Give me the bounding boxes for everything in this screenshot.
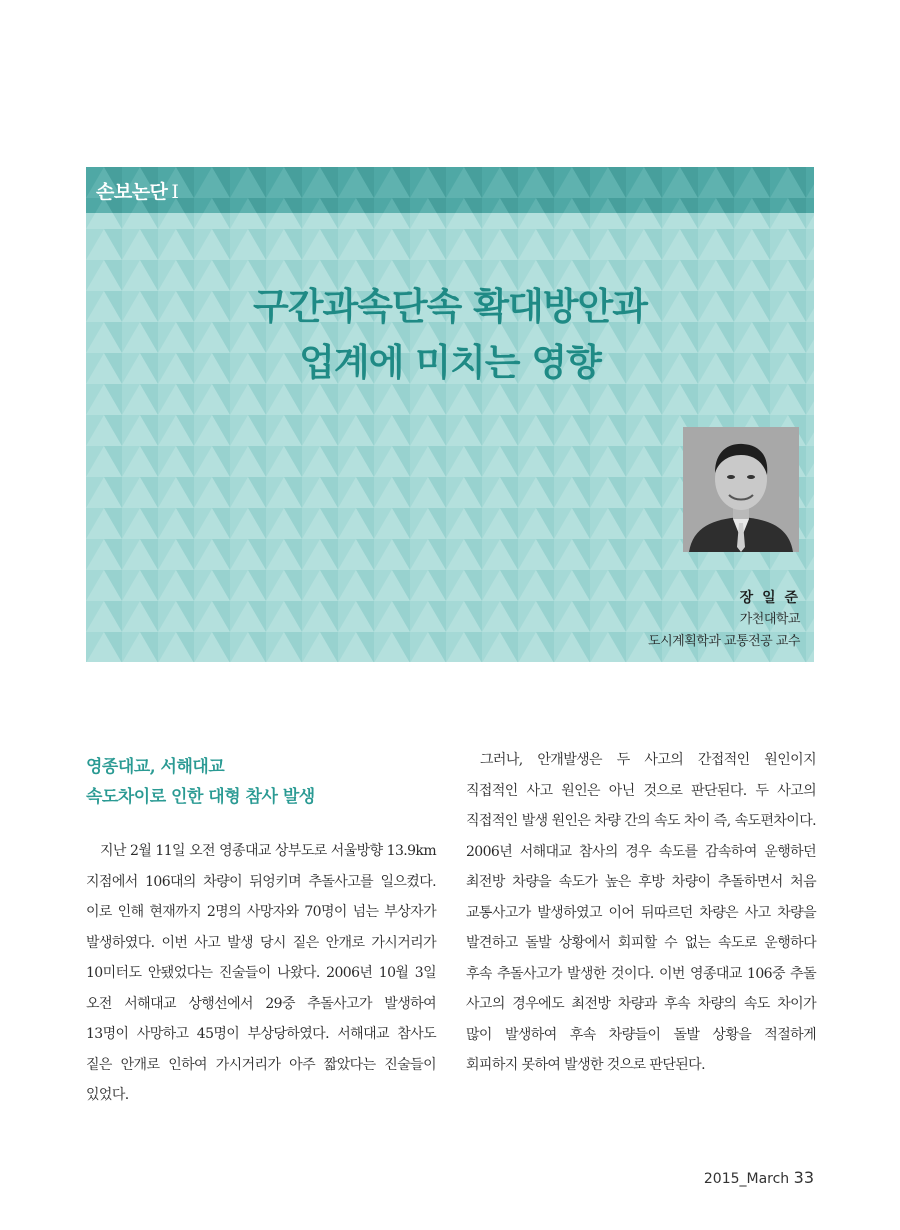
section-strip bbox=[86, 167, 814, 213]
author-affiliation bbox=[648, 609, 800, 653]
author-university: 가천대학교 bbox=[739, 612, 800, 627]
section-label bbox=[96, 177, 178, 204]
author-name: 장 일 준 bbox=[739, 590, 800, 606]
strip-pattern bbox=[86, 167, 814, 213]
triangle-pattern bbox=[86, 167, 814, 662]
page-footer bbox=[704, 1168, 814, 1187]
title-line-2: 업계에 미치는 영향 bbox=[299, 341, 601, 384]
author-department: 도시계획학과 교통전공 교수 bbox=[648, 634, 800, 649]
paragraph-right: 그러나, 안개발생은 두 사고의 간접적인 원인이지 직접적인 사고 원인은 아닌 것으로 판단된다. 두 사고의 직접적인 발생 원인은 차량 간의 속도 차이 즉, 속도편차이다. 2006년 서해대교 참사의 경우 속도를 감속하여 운행하던 최전방 차량을 속도가 높은 후방 차량이 추돌하면서 처음 교통사고가 발생하였고 이어 뒤따르던 차량은 사고 차량을 발견하고 돌발 상황에서 회피할 수 없는 속도로 운행하다 후속 추돌사고가 발생한 것이다. 이번 영종대교 106중 추돌 사고의 경우에도 최전방 차량과 후속 차량의 속도 차이가 많이 발생하여 후속 차량들이 돌발 상황을 적절하게 회피하지 못하여 발생한 것으로 판단된다. bbox=[466, 752, 816, 1073]
title-banner bbox=[86, 167, 814, 662]
section-name: 손보논단 bbox=[96, 181, 168, 203]
author-photo bbox=[683, 427, 799, 552]
article-title bbox=[86, 279, 814, 391]
body-column-left bbox=[86, 836, 436, 1111]
heading-line-1: 영종대교, 서해대교 bbox=[86, 757, 225, 777]
heading-line-2: 속도차이로 인한 대형 참사 발생 bbox=[86, 787, 315, 807]
paragraph-left: 지난 2월 11일 오전 영종대교 상부도로 서울방향 13.9km 지점에서 106대의 차량이 뒤엉키며 추돌사고를 일으켰다. 이로 인해 현재까지 2명의 사망자와 70명이 넘는 부상자가 발생하였다. 이번 사고 발생 당시 짙은 안개로 가시거리가 10미터도 안됐었다는 진술들이 나왔다. 2006년 10월 3일 오전 서해대교 상행선에서 29중 추돌사고가 발생하여 13명이 사망하고 45명이 부상당하였다. 서해대교 참사도 짙은 안개로 인하여 가시거리가 아주 짧았다는 진술들이 있었다. bbox=[86, 843, 436, 1103]
portrait-illustration bbox=[683, 427, 799, 552]
body-column-right bbox=[466, 745, 816, 1081]
page-number: 33 bbox=[793, 1168, 814, 1187]
issue-label: 2015_March bbox=[703, 1171, 790, 1187]
section-separator: I bbox=[171, 181, 179, 203]
section-heading bbox=[86, 752, 446, 812]
title-line-1: 구간과속단속 확대방안과 bbox=[252, 285, 648, 328]
